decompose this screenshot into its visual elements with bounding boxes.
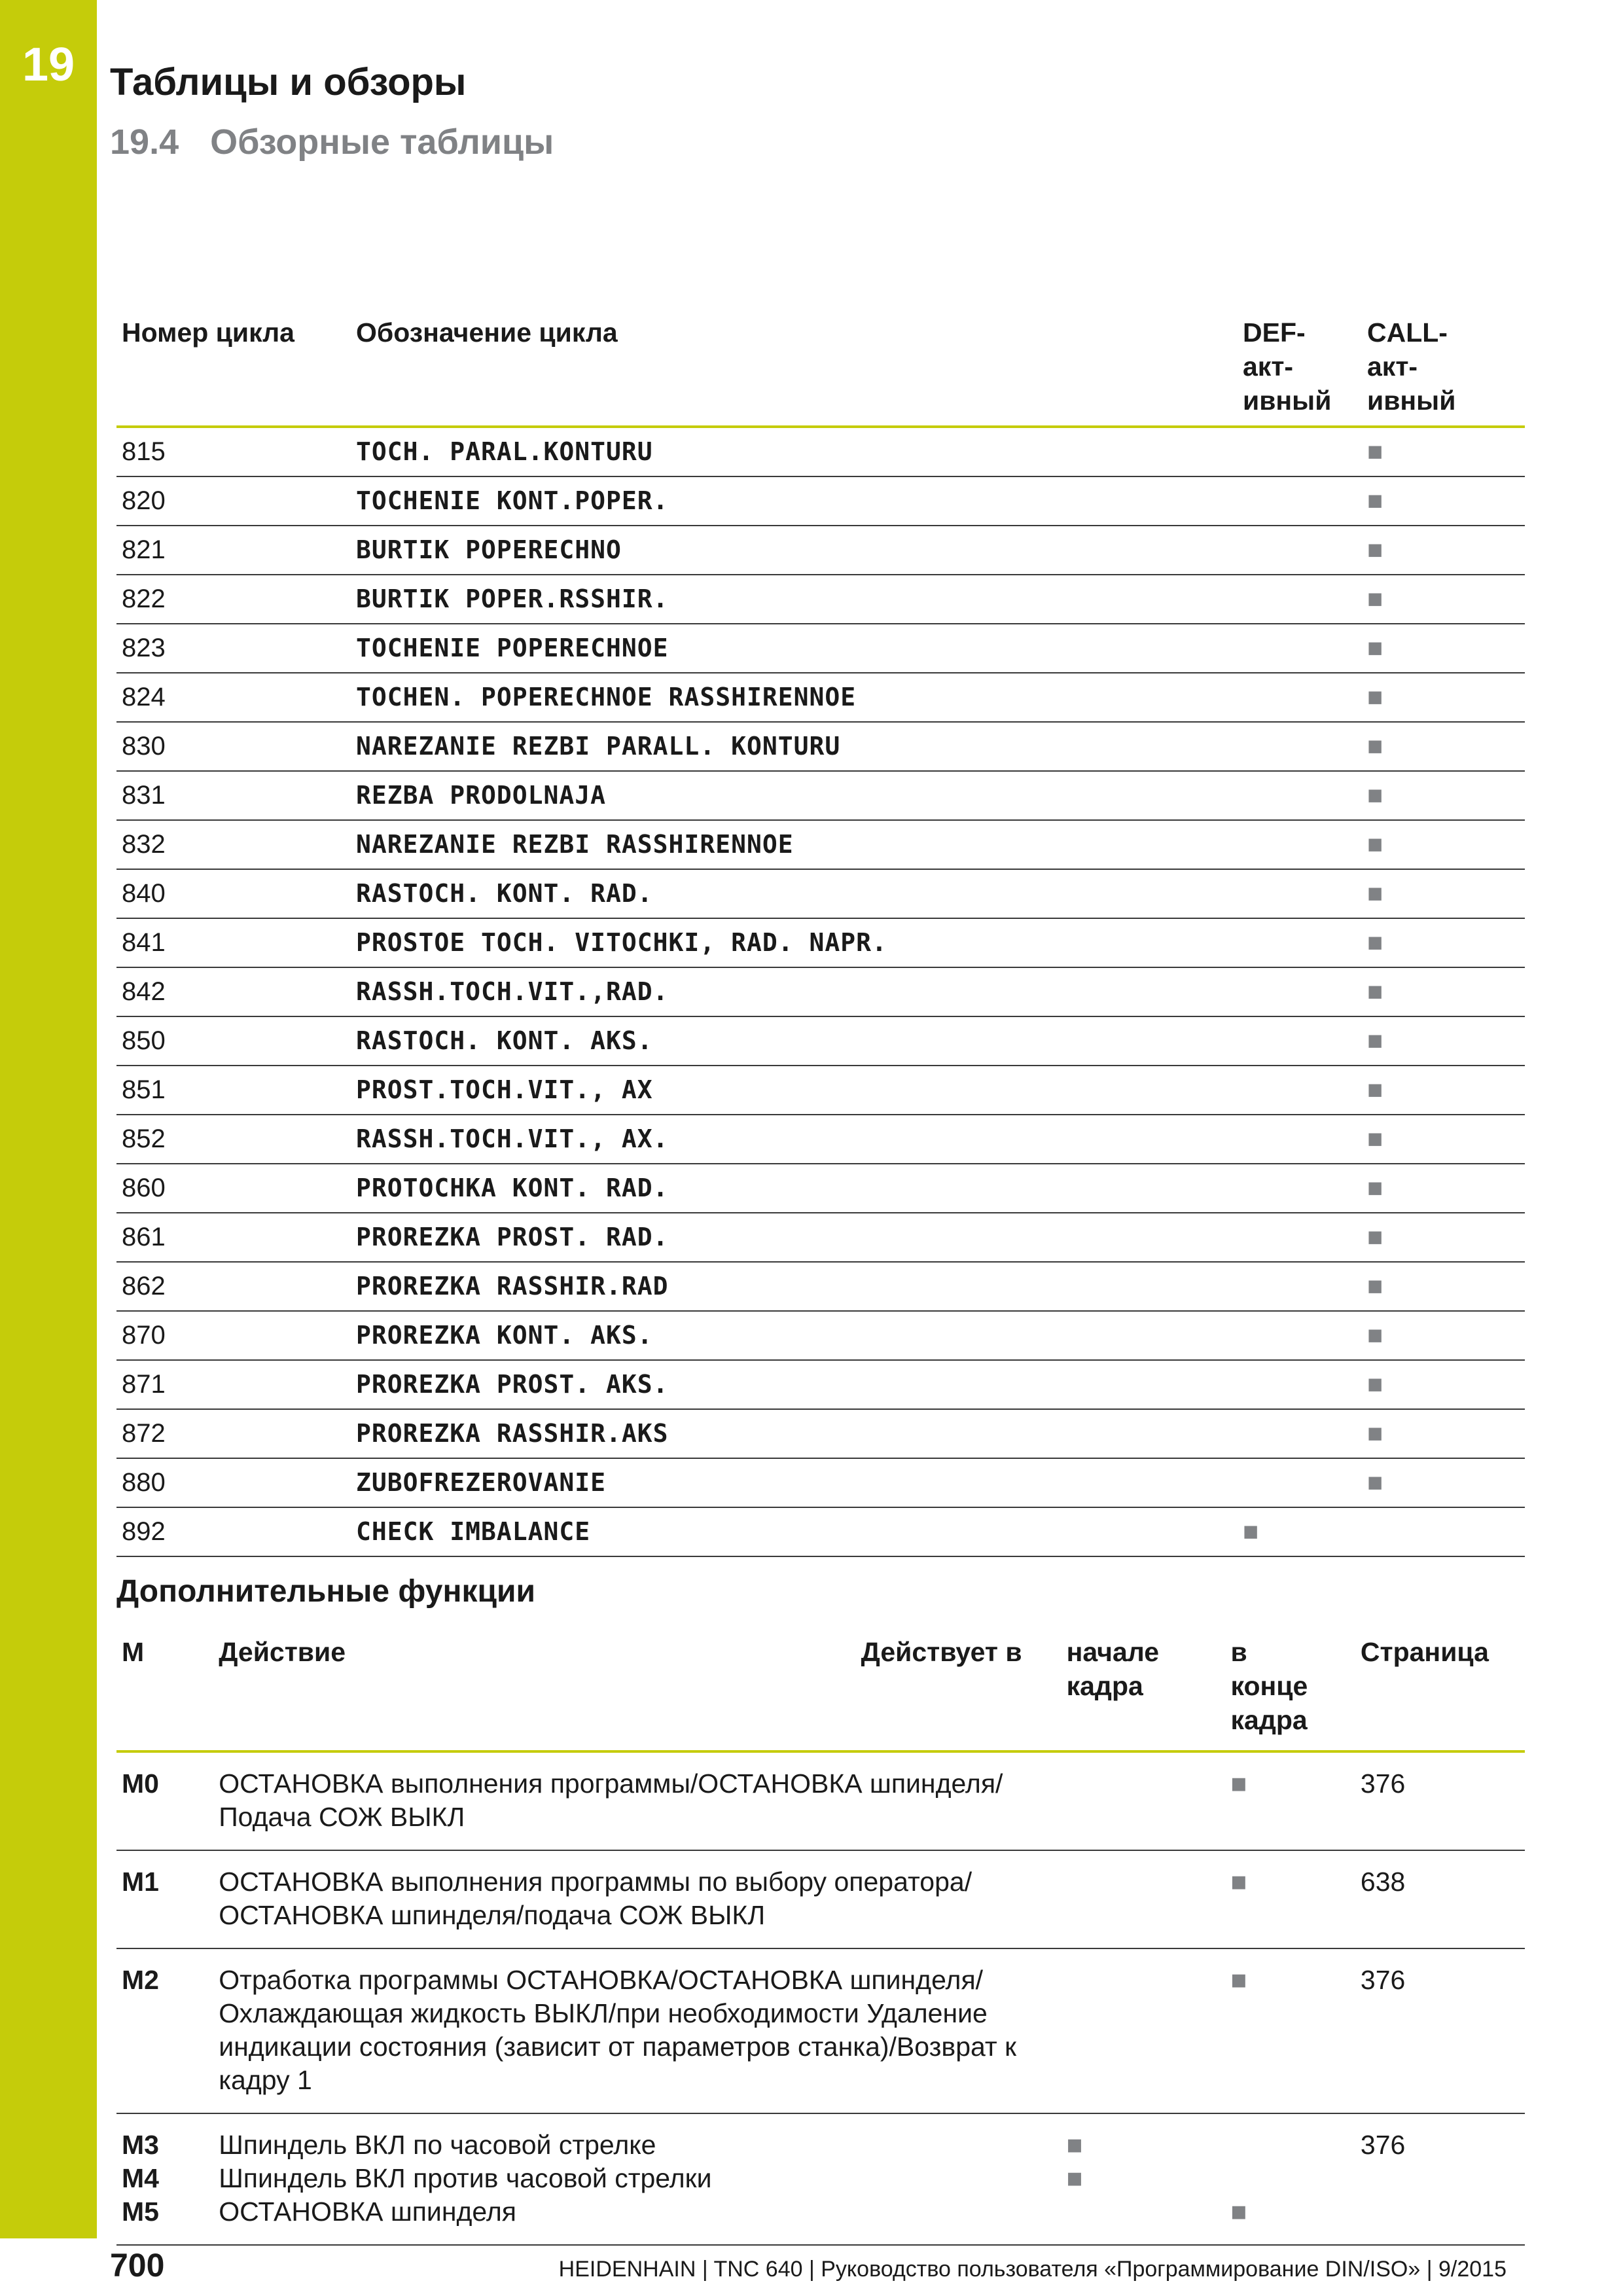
cycle-name: PROREZKA PROST. RAD. (356, 1223, 669, 1251)
def-active-mark (1238, 476, 1362, 526)
page-ref: 376 (1360, 2130, 1406, 2160)
cycle-name: PROST.TOCH.VIT., AX (356, 1075, 653, 1104)
cycle-number: 850 (122, 1026, 166, 1055)
table-row (116, 1850, 1525, 1948)
cycle-number: 871 (122, 1370, 166, 1399)
def-active-mark: ■ (1243, 1517, 1259, 1546)
def-active-mark (1238, 820, 1362, 869)
call-active-mark: ■ (1367, 977, 1383, 1006)
header-effective: Действует в (861, 1637, 1022, 1667)
m-code-cell (116, 1751, 213, 1850)
table-row (116, 771, 1525, 820)
block-end-cell (1226, 2113, 1355, 2245)
header-def-line: ивный (1243, 386, 1332, 416)
table-row (116, 1066, 1525, 1115)
block-start-mark (1067, 2195, 1226, 2229)
def-active-mark (1238, 722, 1362, 771)
def-active-mark (1238, 1115, 1362, 1164)
action-cell (213, 1850, 1061, 1948)
cycle-name: REZBA PRODOLNAJA (356, 781, 607, 810)
call-active-mark: ■ (1367, 830, 1383, 859)
cycle-name: CHECK IMBALANCE (356, 1517, 591, 1546)
table-row (116, 722, 1525, 771)
block-start-cell (1061, 1948, 1226, 2113)
table-row (116, 2113, 1525, 2245)
action-text: кадру 1 (219, 2065, 312, 2095)
block-start-cell (1061, 2113, 1226, 2245)
footer-text: HEIDENHAIN | TNC 640 | Руководство пользователя «Программирование DIN/ISO» | 9/2015 (558, 2257, 1507, 2282)
table-row (116, 1016, 1525, 1066)
def-active-mark (1238, 1458, 1362, 1507)
cycle-name: RASSH.TOCH.VIT.,RAD. (356, 977, 669, 1006)
m-code-cell (116, 1850, 213, 1948)
cycle-name: RASTOCH. KONT. RAD. (356, 879, 653, 908)
cycle-number: 820 (122, 486, 166, 515)
cycle-number: 841 (122, 928, 166, 957)
header-def-active (1238, 315, 1362, 427)
header-def-line: акт- (1243, 351, 1294, 382)
m-code: M2 (122, 1965, 159, 1995)
table-row (116, 1262, 1525, 1311)
table-row (116, 1409, 1525, 1458)
header-m: M (122, 1637, 145, 1667)
call-active-mark: ■ (1367, 683, 1383, 711)
call-active-mark: ■ (1367, 535, 1383, 564)
call-active-mark: ■ (1367, 1370, 1383, 1399)
cycle-name: NAREZANIE REZBI PARALL. KONTURU (356, 732, 841, 761)
cycle-name: PROREZKA PROST. AKS. (356, 1370, 669, 1399)
block-end-cell (1226, 1948, 1355, 2113)
header-start-line: кадра (1066, 1671, 1143, 1701)
cycle-name: ZUBOFREZEROVANIE (356, 1468, 607, 1497)
table-row (116, 967, 1525, 1016)
header-call-line: акт- (1367, 351, 1418, 382)
table-row (116, 476, 1525, 526)
call-active-mark: ■ (1367, 1272, 1383, 1300)
cycle-number: 862 (122, 1272, 166, 1300)
cycle-number: 861 (122, 1223, 166, 1251)
table-row (116, 1458, 1525, 1507)
table-row (116, 1507, 1525, 1556)
m-code-cell (116, 1948, 213, 2113)
block-start-cell (1061, 1751, 1226, 1850)
def-active-mark (1238, 624, 1362, 673)
cycle-name: RASSH.TOCH.VIT., AX. (356, 1124, 669, 1153)
cycle-number: 860 (122, 1174, 166, 1202)
def-active-mark (1238, 869, 1362, 918)
header-call-line: ивный (1367, 386, 1456, 416)
page-ref: 376 (1360, 1965, 1406, 1995)
cycle-name: RASTOCH. KONT. AKS. (356, 1026, 653, 1055)
table-row (116, 1948, 1525, 2113)
header-def-line: DEF- (1243, 317, 1306, 348)
call-active-mark: ■ (1367, 1026, 1383, 1055)
action-text: Шпиндель ВКЛ против часовой стрелки (219, 2163, 712, 2193)
cycle-number: 824 (122, 683, 166, 711)
chapter-sidebar (0, 0, 97, 2238)
cycle-name: BURTIK POPERECHNO (356, 535, 622, 564)
action-text: Подача СОЖ ВЫКЛ (219, 1802, 465, 1832)
call-active-mark (1362, 1507, 1525, 1556)
call-active-mark: ■ (1367, 634, 1383, 662)
action-text: ОСТАНОВКА шпинделя (219, 2197, 516, 2227)
call-active-mark: ■ (1367, 437, 1383, 466)
call-active-mark: ■ (1367, 732, 1383, 761)
table-row (116, 1213, 1525, 1262)
def-active-mark (1238, 1016, 1362, 1066)
action-text: Отработка программы ОСТАНОВКА/ОСТАНОВКА шпинделя/ (219, 1965, 984, 1995)
def-active-mark (1238, 673, 1362, 722)
def-active-mark (1238, 1164, 1362, 1213)
call-active-mark: ■ (1367, 584, 1383, 613)
chapter-number: 19 (22, 39, 75, 91)
m-code: M1 (122, 1867, 159, 1897)
table-row (116, 1311, 1525, 1360)
table-row (116, 869, 1525, 918)
cycle-number: 870 (122, 1321, 166, 1350)
action-text: ОСТАНОВКА выполнения программы по выбору оператора/ (219, 1867, 972, 1897)
section-title (110, 122, 554, 162)
call-active-mark: ■ (1367, 879, 1383, 908)
block-end-mark (1231, 2162, 1355, 2195)
table-row (116, 575, 1525, 624)
page-ref: 638 (1360, 1867, 1406, 1897)
chapter-title: Таблицы и обзоры (110, 61, 467, 103)
cycle-name: BURTIK POPER.RSSHIR. (356, 584, 669, 613)
block-start-mark (1067, 1865, 1226, 1899)
action-text: ОСТАНОВКА выполнения программы/ОСТАНОВКА шпинделя/ (219, 1768, 1003, 1799)
header-block-end (1226, 1635, 1355, 1751)
cycle-number: 880 (122, 1468, 166, 1497)
page-ref: 376 (1360, 1768, 1406, 1799)
def-active-mark (1238, 1262, 1362, 1311)
cycle-number: 832 (122, 830, 166, 859)
page-number: 700 (110, 2247, 165, 2284)
action-cell (213, 2113, 1061, 2245)
action-cell (213, 1751, 1061, 1850)
action-text: Охлаждающая жидкость ВЫКЛ/при необходимости Удаление (219, 1998, 988, 2028)
call-active-mark: ■ (1367, 1223, 1383, 1251)
table-row (116, 1164, 1525, 1213)
cycle-name: PROSTOE TOCH. VITOCHKI, RAD. NAPR. (356, 928, 887, 957)
block-start-mark: ■ (1066, 2130, 1083, 2160)
table-row (116, 673, 1525, 722)
block-end-mark: ■ (1230, 2197, 1247, 2227)
cycles-table-body (116, 427, 1525, 1556)
def-active-mark (1238, 1360, 1362, 1409)
def-active-mark (1238, 427, 1362, 476)
table-row (116, 427, 1525, 476)
cycle-number: 830 (122, 732, 166, 761)
header-action-label: Действие (219, 1637, 346, 1667)
def-active-mark (1238, 1213, 1362, 1262)
cycle-number: 851 (122, 1075, 166, 1104)
cycle-number: 840 (122, 879, 166, 908)
header-end-line: кадра (1230, 1705, 1308, 1735)
header-call-active (1362, 315, 1525, 427)
table-row (116, 624, 1525, 673)
action-text: ОСТАНОВКА шпинделя/подача СОЖ ВЫКЛ (219, 1900, 766, 1930)
block-end-mark (1231, 2128, 1355, 2162)
m-functions-table-body (116, 1751, 1525, 2245)
table-row (116, 1115, 1525, 1164)
m-code: M5 (122, 2197, 159, 2227)
header-cycle-number: Номер цикла (122, 317, 294, 348)
action-text: индикации состояния (зависит от параметров станка)/Возврат к (219, 2032, 1017, 2062)
m-code-cell (116, 2113, 213, 2245)
cycle-name: TOCHEN. POPERECHNOE RASSHIRENNOE (356, 683, 857, 711)
def-active-mark (1238, 771, 1362, 820)
table-row (116, 1751, 1525, 1850)
section-title-text: Обзорные таблицы (210, 122, 554, 162)
cycle-name: PROTOCHKA KONT. RAD. (356, 1174, 669, 1202)
header-action (213, 1635, 1061, 1751)
header-page: Страница (1360, 1637, 1489, 1667)
block-end-cell (1226, 1751, 1355, 1850)
m-functions-header-row (116, 1635, 1525, 1751)
cycle-number: 831 (122, 781, 166, 810)
header-block-start (1061, 1635, 1226, 1751)
def-active-mark (1238, 1311, 1362, 1360)
m-code: M4 (122, 2163, 159, 2193)
call-active-mark: ■ (1367, 1174, 1383, 1202)
cycle-name: NAREZANIE REZBI RASSHIRENNOE (356, 830, 794, 859)
def-active-mark (1238, 967, 1362, 1016)
cycle-number: 872 (122, 1419, 166, 1448)
call-active-mark: ■ (1367, 486, 1383, 515)
cycle-name: TOCHENIE POPERECHNOE (356, 634, 669, 662)
block-end-mark: ■ (1230, 1768, 1247, 1799)
section-number: 19.4 (110, 122, 179, 162)
m-code: M3 (122, 2130, 159, 2160)
block-start-cell (1061, 1850, 1226, 1948)
table-row (116, 820, 1525, 869)
cycle-number: 842 (122, 977, 166, 1006)
cycle-name: TOCHENIE KONT.POPER. (356, 486, 669, 515)
cycle-number: 821 (122, 535, 166, 564)
cycle-name: PROREZKA RASSHIR.AKS (356, 1419, 669, 1448)
call-active-mark: ■ (1367, 781, 1383, 810)
def-active-mark (1238, 526, 1362, 575)
table-row (116, 918, 1525, 967)
block-start-mark (1067, 1964, 1226, 1997)
cycle-number: 852 (122, 1124, 166, 1153)
table-row (116, 526, 1525, 575)
cycle-number: 892 (122, 1517, 166, 1546)
call-active-mark: ■ (1367, 928, 1383, 957)
call-active-mark: ■ (1367, 1321, 1383, 1350)
cycle-name: PROREZKA RASSHIR.RAD (356, 1272, 669, 1300)
block-end-mark: ■ (1230, 1965, 1247, 1995)
header-cycle-name: Обозначение цикла (356, 317, 618, 348)
def-active-mark (1238, 575, 1362, 624)
header-call-line: CALL- (1367, 317, 1448, 348)
block-start-mark (1067, 1767, 1226, 1801)
cycle-number: 822 (122, 584, 166, 613)
m-code: M0 (122, 1768, 159, 1799)
cycle-number: 815 (122, 437, 166, 466)
def-active-mark (1238, 1066, 1362, 1115)
header-end-line: конце (1230, 1671, 1308, 1701)
table-row (116, 1360, 1525, 1409)
call-active-mark: ■ (1367, 1075, 1383, 1104)
action-cell (213, 1948, 1061, 2113)
block-end-cell (1226, 1850, 1355, 1948)
header-end-line: в (1230, 1637, 1247, 1667)
call-active-mark: ■ (1367, 1468, 1383, 1497)
cycles-header-row (116, 315, 1525, 427)
header-start-line: начале (1066, 1637, 1160, 1667)
call-active-mark: ■ (1367, 1419, 1383, 1448)
m-functions-heading: Дополнительные функции (116, 1574, 536, 1609)
def-active-mark (1238, 1409, 1362, 1458)
action-text: Шпиндель ВКЛ по часовой стрелке (219, 2130, 656, 2160)
block-start-mark: ■ (1066, 2163, 1083, 2193)
cycles-table (116, 315, 1525, 1557)
def-active-mark (1238, 918, 1362, 967)
block-end-mark: ■ (1230, 1867, 1247, 1897)
m-functions-table (116, 1635, 1525, 2246)
cycle-name: TOCH. PARAL.KONTURU (356, 437, 653, 466)
cycle-name: PROREZKA KONT. AKS. (356, 1321, 653, 1350)
call-active-mark: ■ (1367, 1124, 1383, 1153)
cycle-number: 823 (122, 634, 166, 662)
